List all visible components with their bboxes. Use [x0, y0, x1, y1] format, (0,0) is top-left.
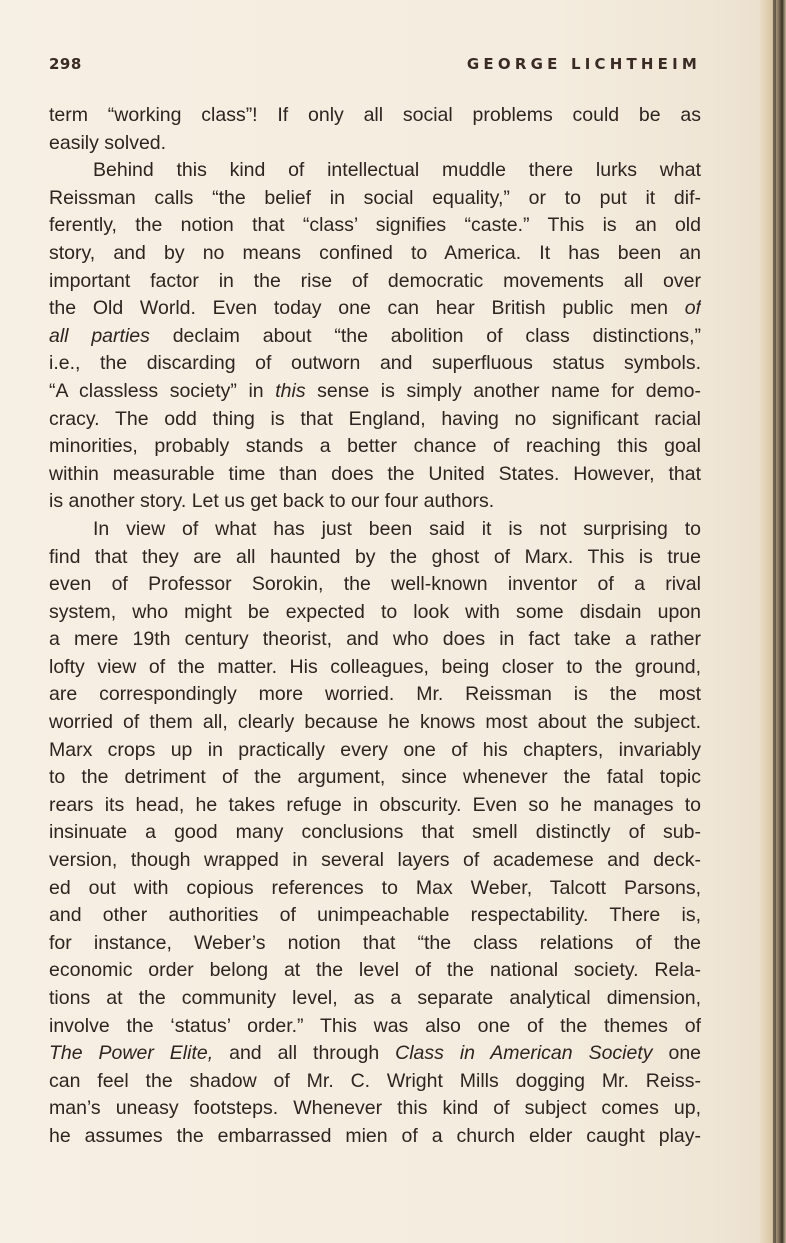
italic-text: of: [684, 297, 701, 320]
text-segment: man’s uneasy footsteps. Whenever this kind of subject comes up,: [49, 1097, 701, 1120]
text-segment: is another story. Let us get back to our four authors.: [49, 490, 495, 513]
text-segment: Marx crops up in practically every one of his chapters, invariably: [49, 738, 701, 761]
text-line: [49, 847, 701, 875]
text-line: [49, 654, 701, 682]
text-segment: “A classless society” in: [49, 379, 276, 402]
text-segment: for instance, Weber’s notion that “the class relations of the: [49, 931, 701, 954]
text-segment: easily solved.: [49, 131, 167, 154]
page-edge-shadow: [773, 0, 776, 1243]
text-line: [49, 985, 701, 1013]
text-segment: insinuate a good many conclusions that smell distinctly of sub-: [49, 821, 701, 844]
text-segment: within measurable time than does the United States. However, that: [49, 462, 701, 485]
text-segment: term “working class”! If only all social problems could be as: [49, 104, 701, 126]
page-number: 298: [49, 55, 82, 73]
text-line: [49, 681, 701, 709]
page-edge: [760, 0, 786, 1243]
text-line: [49, 185, 701, 213]
text-line: [49, 516, 701, 544]
text-line: [49, 323, 701, 351]
italic-text: this: [275, 379, 306, 402]
text-line: [49, 350, 701, 378]
text-segment: find that they are all haunted by the ghost of Marx. This is true: [49, 545, 701, 568]
text-segment: and other authorities of unimpeachable respectability. There is,: [49, 904, 701, 927]
text-line: [49, 764, 701, 792]
text-segment: ferently, the notion that “class’ signifies “caste.” This is an old: [49, 214, 701, 237]
text-line: [49, 902, 701, 930]
text-line: [49, 488, 701, 516]
running-head: GEORGE LICHTHEIM: [466, 55, 701, 73]
text-line: [49, 1040, 701, 1068]
text-segment: Behind this kind of intellectual muddle there lurks what: [93, 159, 701, 182]
text-segment: a mere 19th century theorist, and who does in fact take a rather: [49, 628, 701, 651]
text-line: [49, 819, 701, 847]
text-segment: economic order belong at the level of the national society. Rela-: [49, 959, 701, 982]
text-segment: worried of them all, clearly because he knows most about the subject.: [49, 711, 701, 734]
text-line: [49, 737, 701, 765]
text-segment: Reissman calls “the belief in social equality,” or to put it dif-: [49, 186, 701, 209]
text-segment: important factor in the rise of democratic movements all over: [49, 269, 701, 292]
text-segment: In view of what has just been said it is not surprising to: [93, 517, 701, 540]
text-line: [49, 102, 701, 130]
text-line: [49, 1095, 701, 1123]
text-line: [49, 544, 701, 572]
text-line: [49, 212, 701, 240]
text-line: [49, 957, 701, 985]
italic-text: Class in American Society: [395, 1042, 653, 1065]
text-segment: version, though wrapped in several layers of academese and deck-: [49, 849, 701, 872]
text-segment: the Old World. Even today one can hear British public men: [49, 297, 685, 320]
text-segment: to the detriment of the argument, since whenever the fatal topic: [49, 766, 701, 789]
text-line: [49, 709, 701, 737]
page-header: [49, 55, 701, 79]
text-line: [49, 792, 701, 820]
text-line: [49, 157, 701, 185]
text-line: [49, 1068, 701, 1096]
text-line: [49, 406, 701, 434]
text-segment: tions at the community level, as a separate analytical dimension,: [49, 987, 701, 1009]
text-line: [49, 875, 701, 903]
text-segment: one: [652, 1042, 701, 1065]
text-line: [49, 433, 701, 461]
text-segment: story, and by no means confined to America. It has been an: [49, 241, 701, 264]
text-line: [49, 461, 701, 489]
text-segment: cracy. The odd thing is that England, having no significant racial: [49, 407, 701, 430]
text-line: [49, 130, 701, 158]
text-segment: ed out with copious references to Max Weber, Talcott Parsons,: [49, 876, 701, 899]
text-line: [49, 599, 701, 627]
text-segment: can feel the shadow of Mr. C. Wright Mills dogging Mr. Reiss-: [49, 1069, 701, 1092]
text-line: [49, 295, 701, 323]
italic-text: The Power Elite,: [49, 1042, 214, 1065]
italic-text: all parties: [49, 324, 150, 347]
text-segment: sense is simply another name for demo-: [305, 379, 701, 402]
text-line: [49, 268, 701, 296]
text-line: [49, 1123, 701, 1151]
text-segment: lofty view of the matter. His colleagues, being closer to the ground,: [49, 655, 701, 678]
text-segment: he assumes the embarrassed mien of a church elder caught play-: [49, 1124, 701, 1147]
text-line: [49, 626, 701, 654]
text-segment: system, who might be expected to look with some disdain upon: [49, 600, 701, 623]
text-line: [49, 1013, 701, 1041]
text-line: [49, 571, 701, 599]
body-text: [49, 102, 701, 1151]
text-segment: i.e., the discarding of outworn and superfluous status symbols.: [49, 352, 701, 375]
text-segment: declaim about “the abolition of class distinctions,”: [149, 324, 701, 347]
text-segment: rears its head, he takes refuge in obscurity. Even so he manages to: [49, 793, 701, 816]
text-segment: are correspondingly more worried. Mr. Reissman is the most: [49, 683, 701, 706]
text-line: [49, 378, 701, 406]
text-segment: even of Professor Sorokin, the well-known inventor of a rival: [49, 573, 701, 596]
text-segment: minorities, probably stands a better chance of reaching this goal: [49, 435, 701, 458]
text-line: [49, 240, 701, 268]
text-segment: involve the ‘status’ order.” This was also one of the themes of: [49, 1014, 701, 1037]
text-segment: and all through: [213, 1042, 396, 1065]
text-line: [49, 930, 701, 958]
